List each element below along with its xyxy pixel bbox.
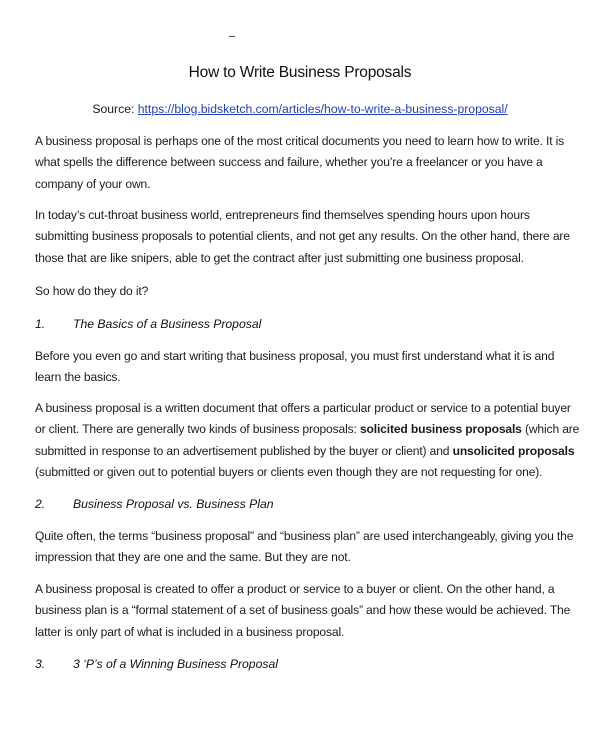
section-3-heading: [35, 654, 278, 674]
text-line: So how do they do it?: [35, 284, 149, 298]
intro-paragraph-3: [35, 281, 148, 302]
document-title: How to Write Business Proposals: [188, 64, 412, 81]
text-line: A business proposal is a written document that offers a particular product or service to a potential buyer: [35, 401, 571, 415]
text-line: (submitted or given out to potential buyers or clients even though they are not requesting for one).: [35, 464, 543, 479]
text-line: latter is only part of what is included in a business proposal.: [35, 624, 345, 639]
source-line: [0, 102, 600, 116]
text-line: [35, 419, 579, 440]
source-label: Source:: [92, 102, 138, 116]
page-mark: [229, 36, 235, 37]
text-line: impression that they are one and the same. But they are not.: [35, 550, 351, 565]
section-number: 3.: [35, 657, 46, 671]
section-1-heading: [35, 314, 261, 334]
section-2-paragraph-2: [35, 579, 570, 643]
section-2-heading: [35, 494, 274, 514]
text-span: or client. There are generally two kinds of business proposals:: [35, 422, 360, 437]
bold-term: solicited business proposals: [359, 422, 522, 437]
bold-term: unsolicited proposals: [452, 443, 575, 458]
section-number: 1.: [35, 317, 46, 331]
section-number: 2.: [35, 497, 46, 511]
text-line: business plan is a “formal statement of a set of business goals” and how these would be achieved. The: [35, 603, 571, 618]
intro-paragraph-2: [35, 205, 570, 269]
text-line: In today’s cut-throat business world, entrepreneurs find themselves spending hours upon hours: [35, 208, 530, 222]
section-title: 3 ‘P’s of a Winning Business Proposal: [73, 657, 278, 671]
section-2-paragraph-1: [35, 526, 573, 569]
text-line: learn the basics.: [35, 370, 121, 385]
section-1-paragraph-1: [35, 346, 554, 389]
text-line: company of your own.: [35, 176, 151, 191]
section-1-paragraph-2: [35, 398, 579, 483]
text-line: Quite often, the terms “business proposal” and “business plan” are used interchangeably, giving you the: [35, 529, 574, 543]
text-line: what spells the difference between success and failure, whether you’re a freelancer or you have a: [35, 155, 543, 170]
source-link[interactable]: https://blog.bidsketch.com/articles/how-to-write-a-business-proposal/: [137, 102, 508, 116]
section-title: The Basics of a Business Proposal: [73, 317, 262, 331]
text-line: Before you even go and start writing that business proposal, you must first understand what it is and: [35, 349, 555, 363]
text-line: A business proposal is created to offer a product or service to a buyer or client. On the other hand, a: [35, 582, 555, 596]
text-span: submitted in response to an advertisement published by the buyer or client) and: [35, 443, 453, 458]
intro-paragraph-1: [35, 131, 564, 195]
section-title: Business Proposal vs. Business Plan: [73, 497, 274, 511]
text-span: (which are: [521, 422, 580, 437]
text-line: submitting business proposals to potential clients, and not get any results. On the other hand, there are: [35, 229, 570, 244]
text-line: those that are like snipers, able to get the contract after just submitting one business proposal.: [35, 250, 524, 265]
text-line: [35, 441, 579, 462]
text-line: A business proposal is perhaps one of the most critical documents you need to learn how to write. It is: [35, 134, 565, 148]
